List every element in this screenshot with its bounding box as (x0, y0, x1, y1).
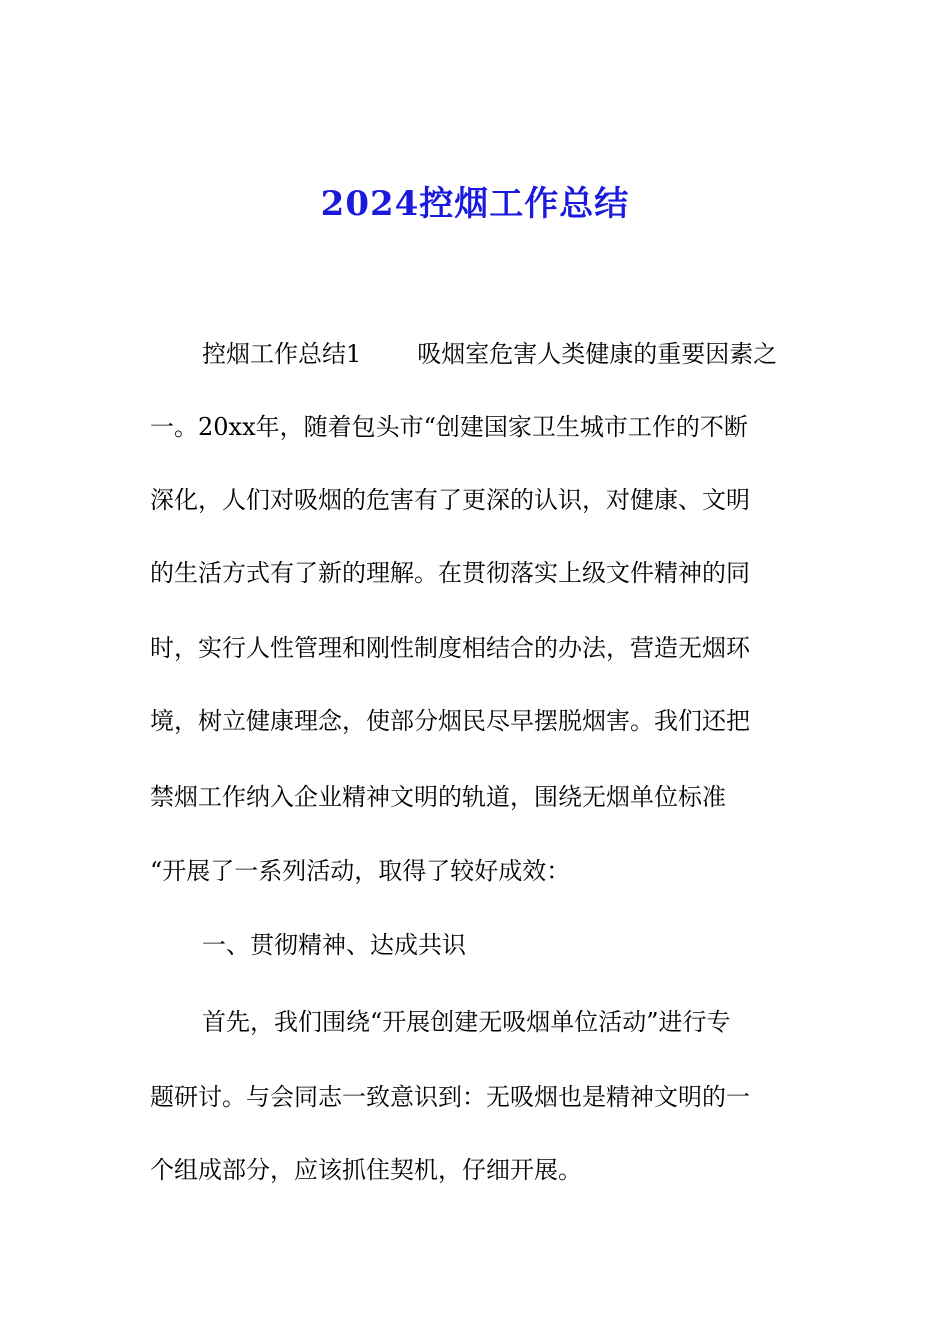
paragraph-line: 的生活方式有了新的理解。在贯彻落实上级文件精神的同 (150, 559, 750, 587)
paragraph-line: 一。20xx年，随着包头市“创建国家卫生城市工作的不断 (150, 413, 748, 441)
paragraph-line (202, 336, 777, 372)
paragraph-line: 深化，人们对吸烟的危害有了更深的认识，对健康、文明 (150, 486, 750, 514)
section-heading: 一、贯彻精神、达成共识 (202, 931, 466, 959)
paragraph-line: 题研讨。与会同志一致意识到：无吸烟也是精神文明的一 (150, 1083, 750, 1111)
paragraph-line: 时，实行人性管理和刚性制度相结合的办法，营造无烟环 (150, 634, 750, 662)
paragraph-line: 境，树立健康理念，使部分烟民尽早摆脱烟害。我们还把 (150, 707, 750, 735)
paragraph-line: “开展了一系列活动，取得了较好成效： (150, 857, 571, 885)
paragraph-line: 首先，我们围绕“开展创建无吸烟单位活动”进行专 (202, 1008, 731, 1036)
paragraph-line: 个组成部分，应该抓住契机，仔细开展。 (150, 1156, 582, 1184)
intro-heading: 控烟工作总结1 (202, 340, 362, 368)
paragraph-line: 禁烟工作纳入企业精神文明的轨道，围绕无烟单位标准 (150, 783, 726, 811)
document-title: 2024控烟工作总结 (320, 184, 630, 224)
intro-first-line-text: 吸烟室危害人类健康的重要因素之 (417, 340, 778, 368)
